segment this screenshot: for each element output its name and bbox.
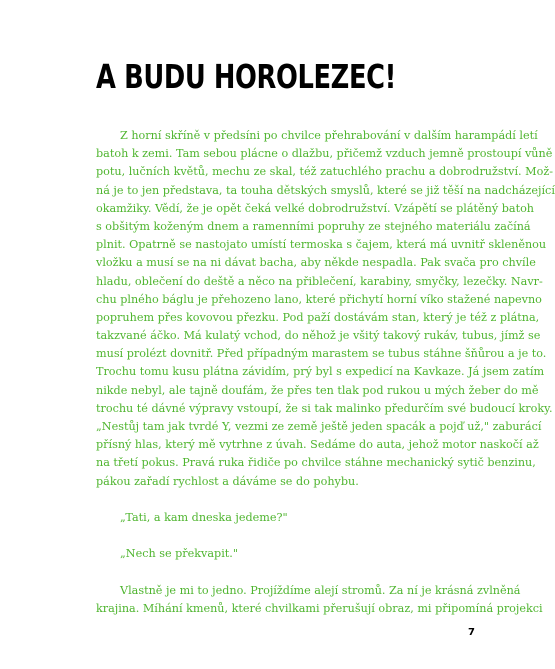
text-line: chu plného báglu je přehozeno lano, které přichytí horní víko stažené napevno — [96, 292, 542, 306]
text-line: krajina. Míhání kmenů, které chvilkami přerušují obraz, mi připomíná projekci — [96, 601, 543, 615]
chapter-body — [96, 127, 555, 618]
text-line: pákou zařadí rychlost a dáváme se do pohybu. — [96, 474, 359, 488]
text-line: plnit. Opatrně se nastojato umístí termoska s čajem, která má uvnitř skleněnou — [96, 238, 547, 252]
text-line: s obšitým koženým dnem a ramenními popruhy ze stejného materiálu začíná — [96, 219, 531, 233]
text-line: „Tati, a kam dneska jedeme?" — [120, 510, 288, 524]
text-line: musí prolézt dovnitř. Před případným marastem se tubus stáhne šňůrou a je to. — [96, 347, 547, 361]
paragraph — [96, 582, 543, 618]
page-number: 7 — [468, 627, 475, 638]
text-line: popruhem přes kovovou přezku. Pod paží dostávám stan, který je též z plátna, — [96, 310, 540, 324]
text-line: Vlastně je mi to jedno. Projíždíme alejí stromů. Za ní je krásná zvlněná — [120, 583, 521, 597]
text-line: trochu té dávné výpravy vstoupí, že si tak malinko předurčím své budoucí kroky. — [96, 401, 553, 415]
text-line: ná je to jen představa, ta touha dětských smyslů, které se již těší na nadcházející — [96, 183, 555, 197]
text-line: nikde nebyl, ale tajně doufám, že přes ten tlak pod rukou u mých žeber do mě — [96, 383, 539, 397]
text-line: hladu, oblečení do deště a něco na přiblečení, karabiny, smyčky, lezečky. Navr- — [96, 274, 543, 288]
text-line: okamžiky. Vědí, že je opět čeká velké dobrodružství. Vzápětí se plátěný batoh — [96, 201, 535, 215]
text-line: Z horní skříně v předsíni po chvilce přehrabování v dalším harampádí letí — [120, 129, 538, 142]
text-line: „Nestůj tam jak tvrdé Y, vezmi ze země ještě jeden spacák a pojď už," zaburácí — [96, 420, 542, 433]
paragraph — [96, 127, 555, 491]
text-line: vložku a musí se na ni dávat bacha, aby někde nespadla. Pak svača pro chvíle — [96, 256, 536, 270]
paragraph-gap — [96, 564, 476, 582]
text-line: potu, lučních květů, mechu ze skal, též zatuchlého prachu a dobrodružství. Mož- — [96, 165, 554, 179]
chapter-title: A BUDU HOROLEZEC! — [96, 57, 396, 96]
paragraph-gap — [96, 491, 476, 509]
text-line: přísný hlas, který mě vytrhne z úvah. Sedáme do auta, jehož motor naskočí až — [96, 438, 539, 452]
paragraph — [96, 545, 476, 563]
text-line: na třetí pokus. Pravá ruka řidiče po chvilce stáhne mechanický sytič benzinu, — [96, 456, 536, 470]
paragraph-gap — [96, 527, 476, 545]
text-line: Trochu tomu kusu plátna závidím, prý byl s expedicí na Kavkaze. Já jsem zatím — [96, 365, 545, 379]
text-line: takzvané áčko. Má kulatý vchod, do něhož je všitý takový rukáv, tubus, jímž se — [96, 329, 541, 343]
text-line: batoh k zemi. Tam sebou plácne o dlažbu, přičemž vzduch jemně prostoupí vůně — [96, 147, 553, 161]
paragraph — [96, 509, 476, 527]
text-line: „Nech se překvapit." — [120, 547, 238, 561]
